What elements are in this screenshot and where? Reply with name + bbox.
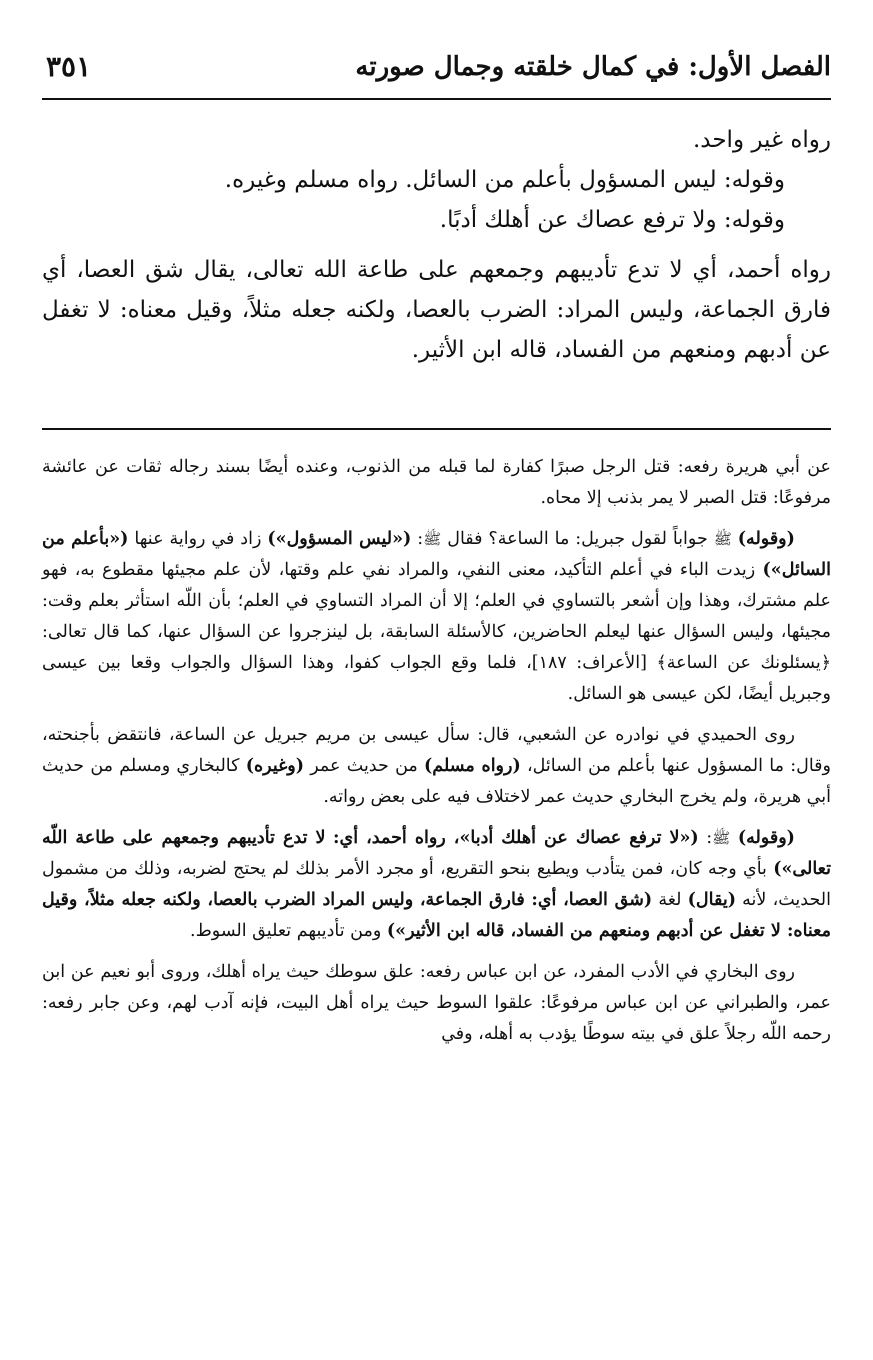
text-run: من حديث عمر [310,756,418,776]
text-run: روى الحميدي في نوادره عن الشعبي، قال: سأل عيسى بن مريم جبريل عن الساعة، فانتقض بأجنحته، وقال: ما المسؤول عنها بأعلم من السائل، [42,725,831,776]
commentary-paragraph [42,524,831,710]
main-paragraph: وقوله: ولا ترفع عصاك عن أهلك أدبًا. [439,207,785,233]
bold-phrase: (وغيره) [245,756,305,776]
bold-phrase: لا تدع تأديبهم وجمعهم على طاعة اللّه تعالى») [42,828,831,879]
text-run: : [417,529,424,549]
commentary-paragraph: روى البخاري في الأدب المفرد، عن ابن عباس رفعه: علق سوطك حيث يراه أهلك، وروى أبو نعيم عن ابن عمر، والطبراني عن ابن عباس مرفوعًا: علقوا السوط حيث يراه أهل البيت، فإنه آدب لهم، وعن جابر رفعه: رحمه اللّه رجلاً علق في بيته سوطًا يؤدب به أهله، وفي [42,962,831,1044]
page-header [42,46,831,94]
text-run: كالبخاري ومسلم من حديث أبي هريرة، ولم يخرج البخاري حديث عمر لاختلاف فيه على بعض رواته. [42,756,831,807]
bold-phrase: («بأعلم من السائل») [42,529,831,580]
text-run: بأي وجه كان، فمن يتأدب ويطيع بنحو التقريع، أو مجرد الأمر بذلك لم يحتج لضربه، وذلك من مشمول الحديث، لأنه [42,859,831,910]
honorific: ﷺ [423,530,442,548]
honorific: ﷺ [713,530,732,548]
bold-phrase: (يقال) [687,890,736,910]
text-run: ومن تأديبهم تعليق السوط. [190,921,382,941]
text-run: لغة [658,890,682,910]
honorific: ﷺ [712,829,731,847]
bold-phrase: (رواه مسلم) [424,756,521,776]
bold-phrase: («لا ترفع عصاك عن أهلك أدبا»، رواه أحمد، أي: [333,828,699,848]
commentary-paragraph: عن أبي هريرة رفعه: قتل الرجل صبرًا كفارة لما قبله من الذنوب، وعنده أيضًا بسند رجاله ثقات عن عائشة مرفوعًا: قتل الصبر لا يمر بذنب إلا محاه. [42,457,831,508]
main-text [42,120,831,370]
text-run: جواباً لقول جبريل: ما الساعة؟ فقال [447,529,708,549]
chapter-title: الفصل الأول: في كمال خلقته وجمال صورته [355,52,831,82]
main-paragraph: رواه أحمد، أي لا تدع تأديبهم وجمعهم على طاعة الله تعالى، يقال شق العصا، أي فارق الجماعة، وليس المراد: الضرب بالعصا، ولكنه جعله مثلاً، وقيل معناه: لا تغفل عن أدبهم ومنعهم من الفساد، قاله ابن الأثير. [42,257,831,363]
commentary-paragraph [42,823,831,947]
text-run: زيدت الباء في أعلم التأكيد، معنى النفي، والمراد نفي علم وقتها، لأن علم مجيئها مقطوع به، فهو علم مشترك، وهذا وإن أشعر بالتساوي في العلم؛ إلا أن المراد التساوي في العلم؛ بأن اللّه استأثر بعلم وقت: مجيئها، وليس السؤال عنها ليعلم الحاضرين، كالأسئلة السابقة، بل لينزجروا عن السؤال عنها، كما قال تعالى: ﴿يسئلونك عن الساعة﴾ [الأعراف: ١٨٧]، فلما وقع الجواب كفوا، وهذا السؤال والجواب وقعا بين عيسى وجبريل أيضًا، لكن عيسى هو السائل. [42,560,831,704]
text-run: : [706,828,713,848]
bold-phrase: (وقوله) [737,529,795,549]
main-paragraph: رواه غير واحد. [692,127,831,153]
main-paragraph: وقوله: ليس المسؤول بأعلم من السائل. رواه مسلم وغيره. [224,167,785,193]
page-number: ٣٥١ [46,50,92,83]
bold-phrase: (شق العصا، أي: فارق الجماعة، وليس المراد الضرب بالعصا، ولكنه جعله مثلاً، وقيل معناه: لا تغفل عن أدبهم ومنعهم من الفساد، قاله ابن الأثير») [42,890,831,941]
footnote-divider [42,428,831,430]
commentary-text [42,452,831,1050]
commentary-paragraph [42,720,831,813]
text-run: زاد في رواية عنها [134,529,262,549]
bold-phrase: («ليس المسؤول») [267,529,412,549]
header-divider [42,98,831,100]
bold-phrase: (وقوله) [737,828,795,848]
